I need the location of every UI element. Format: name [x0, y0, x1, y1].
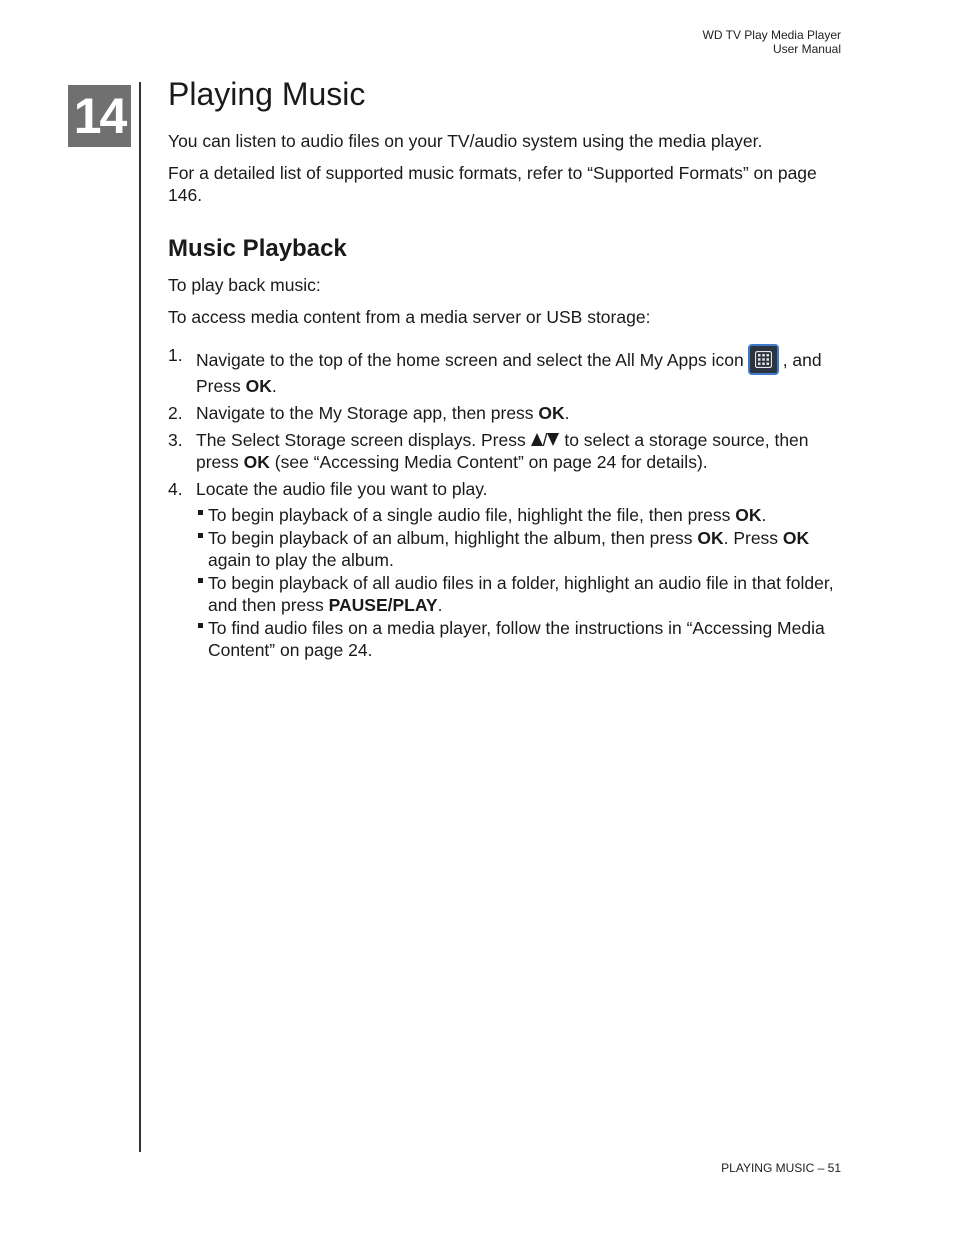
- bullet-text: To begin playback of a single audio file, highlight the file, then press: [208, 505, 736, 525]
- step-text: to select a storage source, then press: [196, 430, 809, 472]
- steps-list: [168, 344, 840, 661]
- bullet-text-end: again to play the album.: [208, 550, 394, 570]
- bullet-text: . Press: [723, 528, 783, 548]
- step-text-end: (see “Accessing Media Content” on page 24 for details).: [269, 452, 708, 472]
- bullet-square-icon: [198, 533, 203, 538]
- chapter-title: Playing Music: [168, 76, 366, 112]
- bullet-text-end: .: [761, 505, 767, 525]
- bullet-square-icon: [198, 510, 203, 515]
- all-my-apps-icon: [748, 344, 779, 375]
- intro-paragraph: You can listen to audio files on your TV/audio system using the media player.: [168, 131, 763, 151]
- step-number: 1.: [168, 345, 183, 365]
- list-item: [196, 617, 840, 661]
- step-item: [168, 402, 840, 424]
- step-text: Navigate to the top of the home screen and select the All My Apps icon: [196, 349, 744, 370]
- up-arrow-icon: [531, 433, 543, 446]
- vertical-rule: [139, 82, 141, 1152]
- bullet-text: To find audio files on a media player, follow the instructions in “Accessing Media Content” on page 24.: [208, 618, 825, 660]
- step-text: Locate the audio file you want to play.: [196, 479, 488, 499]
- step-text: The Select Storage screen displays. Press: [196, 430, 531, 450]
- step-number: 3.: [168, 430, 183, 450]
- step-number: 2.: [168, 403, 183, 423]
- list-item: [196, 572, 840, 616]
- bullet-list: [196, 504, 840, 661]
- step-text: Navigate to the My Storage app, then press: [196, 403, 539, 423]
- list-item: [196, 527, 840, 571]
- list-item: [196, 504, 840, 526]
- step-item: [168, 344, 840, 397]
- step-number: 4.: [168, 479, 183, 499]
- bullet-text-end: .: [437, 595, 443, 615]
- ok-key-label: OK: [735, 505, 762, 525]
- page-footer: PLAYING MUSIC – 51: [721, 1161, 841, 1175]
- step-text-end: .: [271, 376, 277, 396]
- header-product-name: WD TV Play Media Player: [702, 28, 841, 42]
- ok-key-label: OK: [245, 376, 272, 396]
- ok-key-label: OK: [243, 452, 270, 472]
- step-text-end: , and: [782, 349, 822, 370]
- page-content: [168, 70, 840, 666]
- pause-play-key-label: PAUSE/PLAY: [328, 595, 438, 615]
- page-header: [703, 28, 842, 56]
- arrow-separator: /: [542, 430, 548, 450]
- ok-key-label: OK: [697, 528, 724, 548]
- ok-key-label: OK: [538, 403, 565, 423]
- step-item: [168, 429, 840, 473]
- bullet-text: To begin playback of an album, highlight the album, then press: [208, 528, 698, 548]
- bullet-square-icon: [198, 578, 203, 583]
- ok-key-label: OK: [782, 528, 810, 548]
- bullet-square-icon: [198, 623, 203, 628]
- section-title: Music Playback: [168, 235, 347, 262]
- section-access-text: To access media content from a media server or USB storage:: [168, 307, 651, 327]
- formats-reference-paragraph: For a detailed list of supported music formats, refer to “Supported Formats” on page 146.: [168, 163, 817, 205]
- chapter-number-box: 14: [68, 85, 131, 147]
- down-arrow-icon: [547, 433, 559, 446]
- bullet-text: To begin playback of all audio files in a folder, highlight an audio file in that folder, and then press: [208, 573, 834, 615]
- step-text-end: .: [564, 403, 570, 423]
- step-item: [168, 478, 840, 661]
- section-intro: To play back music:: [168, 275, 321, 295]
- step-text: Press: [196, 376, 246, 396]
- header-document-name: User Manual: [772, 42, 841, 56]
